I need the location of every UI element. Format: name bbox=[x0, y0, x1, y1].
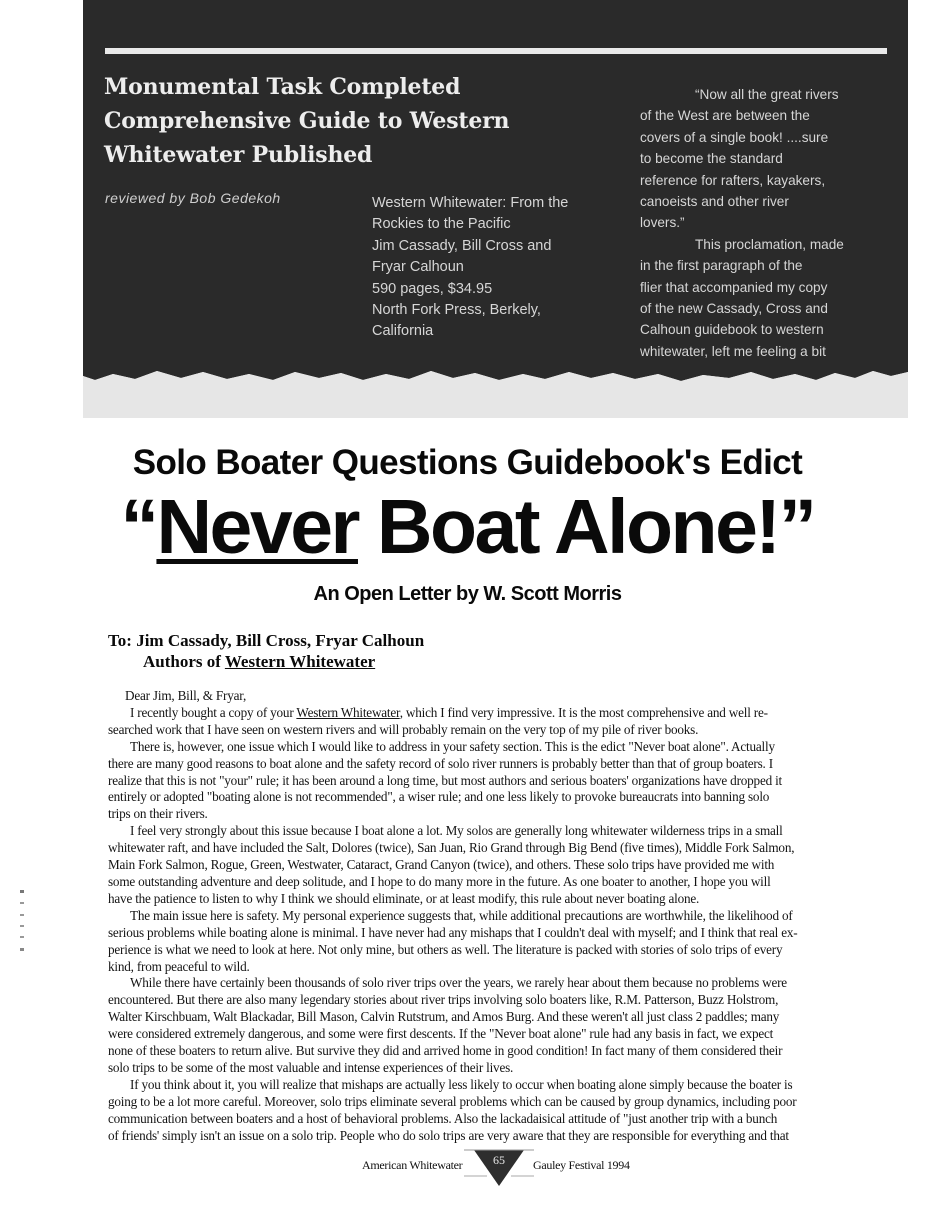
letter-authors bbox=[143, 651, 375, 673]
review-column-line: “Now all the great rivers bbox=[695, 87, 839, 102]
title-rest: Boat Alone!” bbox=[357, 484, 815, 570]
footer-issue: Gauley Festival 1994 bbox=[533, 1158, 630, 1172]
letter-line: whitewater raft, and have included the Salt, Dolores (twice), San Juan, Rio Grand through Big Bend (five times), Middle Fork Salmon, bbox=[108, 840, 795, 856]
page-footer bbox=[0, 1148, 935, 1193]
letter-line: have the patience to listen to why I think we should eliminate, or at least modify, this rule about never boating alone. bbox=[108, 890, 700, 906]
review-column-line: whitewater, left me feeling a bit bbox=[640, 343, 826, 359]
letter-line: going to be a lot more careful. Moreover, solo trips eliminate several problems which can be caused by group dynamics, including poor bbox=[108, 1093, 797, 1109]
book-info-line: Rockies to the Pacific bbox=[372, 216, 511, 233]
letter-line: perience is what we need to look at here. Not only mine, but others as well. The literature is packed with stories of solo trips of every bbox=[108, 941, 783, 957]
p1-pre: I recently bought a copy of your bbox=[130, 704, 297, 720]
authors-book-title: Western Whitewater bbox=[224, 652, 376, 671]
letter-line: kind, from peaceful to wild. bbox=[108, 958, 250, 974]
letter-line: trips on their rivers. bbox=[108, 806, 208, 822]
letter-line: there are many good reasons to boat alone and the safety record of solo river runners is probably better than that of group boaters. I bbox=[108, 755, 773, 771]
letter-line: were considered extremely dangerous, and some were first descents. If the "Never boat alone" rule had any basis in fact, we expect bbox=[108, 1026, 774, 1042]
reviewer-credit: reviewed by Bob Gedekoh bbox=[105, 190, 281, 206]
p1-book-title: Western Whitewater bbox=[296, 704, 400, 720]
letter-line: I feel very strongly about this issue because I boat alone a lot. My solos are generally long whitewater wilderness trips in a small bbox=[130, 823, 783, 839]
letter-line: While there have certainly been thousands of solo river trips over the years, we rarely hear about them because no problems were bbox=[130, 975, 787, 991]
book-info-line: California bbox=[372, 323, 434, 340]
p1-post: , which I find very impressive. It is the most comprehensive and well re- bbox=[399, 704, 768, 720]
to-names: Jim Cassady, Bill Cross, Fryar Calhoun bbox=[136, 631, 425, 650]
page-number: 65 bbox=[493, 1153, 505, 1167]
review-column-line: covers of a single book! ....sure bbox=[640, 129, 829, 145]
book-info-line: North Fork Press, Berkely, bbox=[372, 302, 541, 319]
review-column-line: flier that accompanied my copy bbox=[640, 279, 828, 295]
book-info-line: Fryar Calhoun bbox=[372, 259, 464, 276]
review-column bbox=[640, 84, 898, 362]
letter-line: none of these boaters to return alive. But survive they did and arrived home in good condition! In fact many of them considered their bbox=[108, 1043, 783, 1059]
article-title bbox=[0, 482, 935, 572]
review-column-line: of the new Cassady, Cross and bbox=[640, 301, 828, 317]
review-column-line: in the first paragraph of the bbox=[640, 258, 803, 274]
review-column-line: lovers.” bbox=[640, 215, 685, 231]
review-column-line: canoeists and other river bbox=[640, 194, 789, 210]
letter-line: solo trips to be some of the most valuable and intense experiences of their lives. bbox=[108, 1059, 514, 1075]
review-column-line: This proclamation, made bbox=[695, 236, 844, 252]
book-info bbox=[372, 193, 622, 343]
review-column-line: Calhoun guidebook to western bbox=[640, 322, 824, 338]
review-column-line: reference for rafters, kayakers, bbox=[640, 172, 826, 188]
letter-line: If you think about it, you will realize that mishaps are actually less likely to occur when boating alone simply because the boater is bbox=[130, 1076, 793, 1092]
review-column-line: of the West are between the bbox=[640, 108, 810, 124]
scan-speckles bbox=[18, 888, 26, 960]
to-prefix: To: bbox=[108, 631, 137, 650]
title-never: Never bbox=[156, 484, 358, 570]
book-info-line: Western Whitewater: From the bbox=[372, 195, 569, 211]
letter-line: communication between boaters and a host of behavioral problems. Also the lackadaisical attitude of "just another trip with a bunch bbox=[108, 1110, 778, 1126]
letter-line: serious problems while boating alone is minimal. I have never had any mishaps that I couldn't deal with myself; and I think that real ex- bbox=[108, 924, 798, 940]
letter-line: Main Fork Salmon, Rogue, Green, Westwater, Cataract, Grand Canyon (twice), and others. These solo trips have provided me with bbox=[108, 857, 775, 873]
clipping-rule bbox=[105, 48, 887, 54]
book-info-line: 590 pages, $34.95 bbox=[372, 280, 493, 297]
letter-line: The main issue here is safety. My personal experience suggests that, while additional precautions are worthwhile, the likelihood of bbox=[130, 907, 793, 923]
review-title: Monumental Task Completed Comprehensive Guide to Western Whitewater Published bbox=[104, 74, 510, 168]
letter-body bbox=[108, 688, 898, 1144]
book-info-line: Jim Cassady, Bill Cross and bbox=[372, 237, 552, 254]
letter-line bbox=[108, 705, 898, 722]
letter-line: Walter Kirschbuam, Walt Blackadar, Bill Mason, Calvin Rutstrum, and Amos Burg. And these weren't all just class 2 paddles; many bbox=[108, 1009, 780, 1025]
byline: An Open Letter by W. Scott Morris bbox=[313, 583, 622, 605]
letter-recipients bbox=[108, 630, 424, 652]
letter-line: of friends' simply isn't an issue on a solo trip. People who do solo trips are very aware that they are responsible for everything and that bbox=[108, 1127, 789, 1143]
letter-line: realize that this is not "your" rule; it has been around a long time, but most authors and serious boaters' organizations have dropped it bbox=[108, 772, 783, 788]
authors-prefix: Authors of bbox=[143, 652, 225, 671]
letter-line: entirely or adopted "boating alone is not recommended", a wiser rule; and one less likely to provoke bureaucrats into banning solo bbox=[108, 789, 770, 805]
footer-magazine: American Whitewater bbox=[362, 1158, 463, 1172]
salutation: Dear Jim, Bill, & Fryar, bbox=[125, 688, 247, 703]
article-headline: Solo Boater Questions Guidebook's Edict bbox=[132, 443, 803, 482]
letter-line: There is, however, one issue which I would like to address in your safety section. This is the edict "Never boat alone". Actually bbox=[130, 738, 775, 754]
letter-line: some outstanding adventure and deep solitude, and I hope to do many more in the future. As one boater to another, I hope you will bbox=[108, 873, 771, 889]
review-column-line: to become the standard bbox=[640, 151, 783, 167]
letter-line: searched work that I have seen on western rivers and will probably remain on the very top of my pile of river books. bbox=[108, 721, 699, 737]
review-clipping bbox=[83, 0, 908, 418]
title-open-quote: “ bbox=[120, 484, 157, 570]
letter-line: encountered. But there are also many legendary stories about river trips involving solo boaters like, R.M. Patterson, Buzz Holstrom, bbox=[108, 992, 779, 1008]
